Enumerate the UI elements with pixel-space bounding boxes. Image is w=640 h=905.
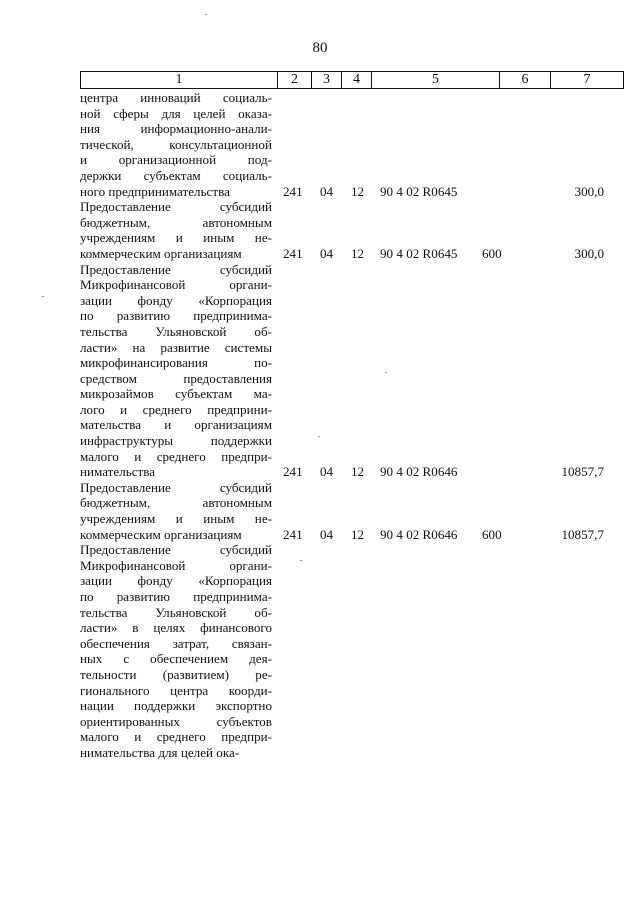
- column-header-4: 4: [342, 72, 372, 89]
- row-description: [80, 262, 272, 480]
- table-row: [80, 542, 620, 760]
- description-line: нимательства: [80, 464, 156, 480]
- row-cell-c4: 12: [351, 464, 365, 480]
- row-cell-c3: 04: [320, 245, 334, 261]
- description-line: ной сферы для целей оказа-: [80, 105, 272, 121]
- budget-table-body: [80, 90, 620, 761]
- row-cell-c2: 241: [283, 245, 303, 261]
- column-header-1: 1: [81, 72, 278, 89]
- description-line: по развитию предпринима-: [80, 589, 272, 604]
- description-line: инфраструктуры поддержки: [80, 433, 272, 449]
- scan-speck: [385, 372, 387, 373]
- row-cell-c7: 10857,7: [561, 464, 604, 480]
- column-header-7: 7: [551, 72, 624, 89]
- page-number: 80: [312, 40, 328, 56]
- row-cell-c5: 90 4 02 R0645: [380, 183, 458, 199]
- row-cell-c3: 04: [320, 183, 334, 199]
- description-line: малого и среднего предпри-: [80, 448, 272, 464]
- row-cell-c6: 600: [482, 245, 502, 261]
- row-cell-c4: 12: [351, 526, 365, 542]
- description-line: микрозаймов субъектам ма-: [80, 386, 272, 402]
- table-row: [80, 90, 620, 199]
- description-line: нации поддержки экспортно: [80, 698, 272, 714]
- description-line: ориентированных субъектов: [80, 713, 272, 729]
- description-line: ласти» в целях финансового: [80, 620, 272, 636]
- description-line: коммерческим организациям: [80, 245, 242, 261]
- column-header-3: 3: [312, 72, 342, 89]
- row-cell-c7: 300,0: [574, 245, 604, 261]
- row-cell-c4: 12: [351, 183, 365, 199]
- description-line: ных с обеспечением дея-: [80, 651, 272, 667]
- description-line: Микрофинансовой органи-: [80, 557, 272, 573]
- description-line: микрофинансирования по-: [80, 355, 272, 371]
- description-line: Микрофинансовой органи-: [80, 277, 272, 293]
- description-line: учреждениям и иным не-: [80, 230, 272, 246]
- row-cell-c4: 12: [351, 245, 365, 261]
- row-description: [80, 542, 272, 760]
- description-line: лого и среднего предприни-: [80, 401, 272, 417]
- table-row: [80, 480, 620, 542]
- row-cell-c2: 241: [283, 526, 303, 542]
- column-header-2: 2: [278, 72, 312, 89]
- row-cell-c3: 04: [320, 464, 334, 480]
- row-cell-c7: 300,0: [574, 183, 604, 199]
- description-line: ласти» на развитие системы: [80, 339, 272, 355]
- column-header-5: 5: [372, 72, 500, 89]
- table-row: [80, 262, 620, 480]
- description-line: зации фонду «Корпорация: [80, 573, 272, 589]
- description-line: тельства Ульяновской об-: [80, 604, 272, 620]
- description-line: центра инноваций социаль-: [80, 90, 272, 105]
- column-header-table: [80, 71, 624, 89]
- description-line: гионального центра коорди-: [80, 682, 272, 698]
- table-row: [80, 199, 620, 261]
- scan-speck: [205, 14, 207, 15]
- description-line: Предоставление субсидий: [80, 261, 272, 277]
- description-line: держки субъектам социаль-: [80, 167, 272, 183]
- description-line: ного предпринимательства: [80, 183, 230, 199]
- description-line: коммерческим организациям: [80, 526, 242, 542]
- description-line: по развитию предпринима-: [80, 308, 272, 324]
- description-line: бюджетным, автономным: [80, 214, 272, 230]
- description-line: Предоставление субсидий: [80, 542, 272, 558]
- row-description: [80, 90, 272, 199]
- row-cell-c2: 241: [283, 183, 303, 199]
- row-cell-c5: 90 4 02 R0646: [380, 464, 458, 480]
- description-line: ния информационно-анали-: [80, 121, 272, 137]
- description-line: бюджетным, автономным: [80, 495, 272, 511]
- scan-speck: [42, 296, 44, 297]
- row-cell-c3: 04: [320, 526, 334, 542]
- row-description: [80, 199, 272, 261]
- description-line: и организационной под-: [80, 152, 272, 168]
- description-line: тельства Ульяновской об-: [80, 323, 272, 339]
- description-line: мательства и организациям: [80, 417, 272, 433]
- scan-speck: [300, 560, 302, 561]
- row-description: [80, 480, 272, 542]
- description-line: средством предоставления: [80, 370, 272, 386]
- description-line: Предоставление субсидий: [80, 479, 272, 495]
- column-header-6: 6: [500, 72, 551, 89]
- row-cell-c7: 10857,7: [561, 526, 604, 542]
- row-cell-c5: 90 4 02 R0646: [380, 526, 458, 542]
- column-header-row: [81, 72, 624, 89]
- row-cell-c2: 241: [283, 464, 303, 480]
- description-line: малого и среднего предпри-: [80, 729, 272, 745]
- description-line: тической, консультационной: [80, 136, 272, 152]
- description-line: обеспечения затрат, связан-: [80, 635, 272, 651]
- description-line: нимательства для целей ока-: [80, 744, 240, 760]
- scan-speck: [318, 436, 320, 437]
- description-line: тельности (развитием) ре-: [80, 666, 272, 682]
- row-cell-c6: 600: [482, 526, 502, 542]
- row-cell-c5: 90 4 02 R0645: [380, 245, 458, 261]
- description-line: зации фонду «Корпорация: [80, 292, 272, 308]
- description-line: учреждениям и иным не-: [80, 511, 272, 527]
- description-line: Предоставление субсидий: [80, 199, 272, 215]
